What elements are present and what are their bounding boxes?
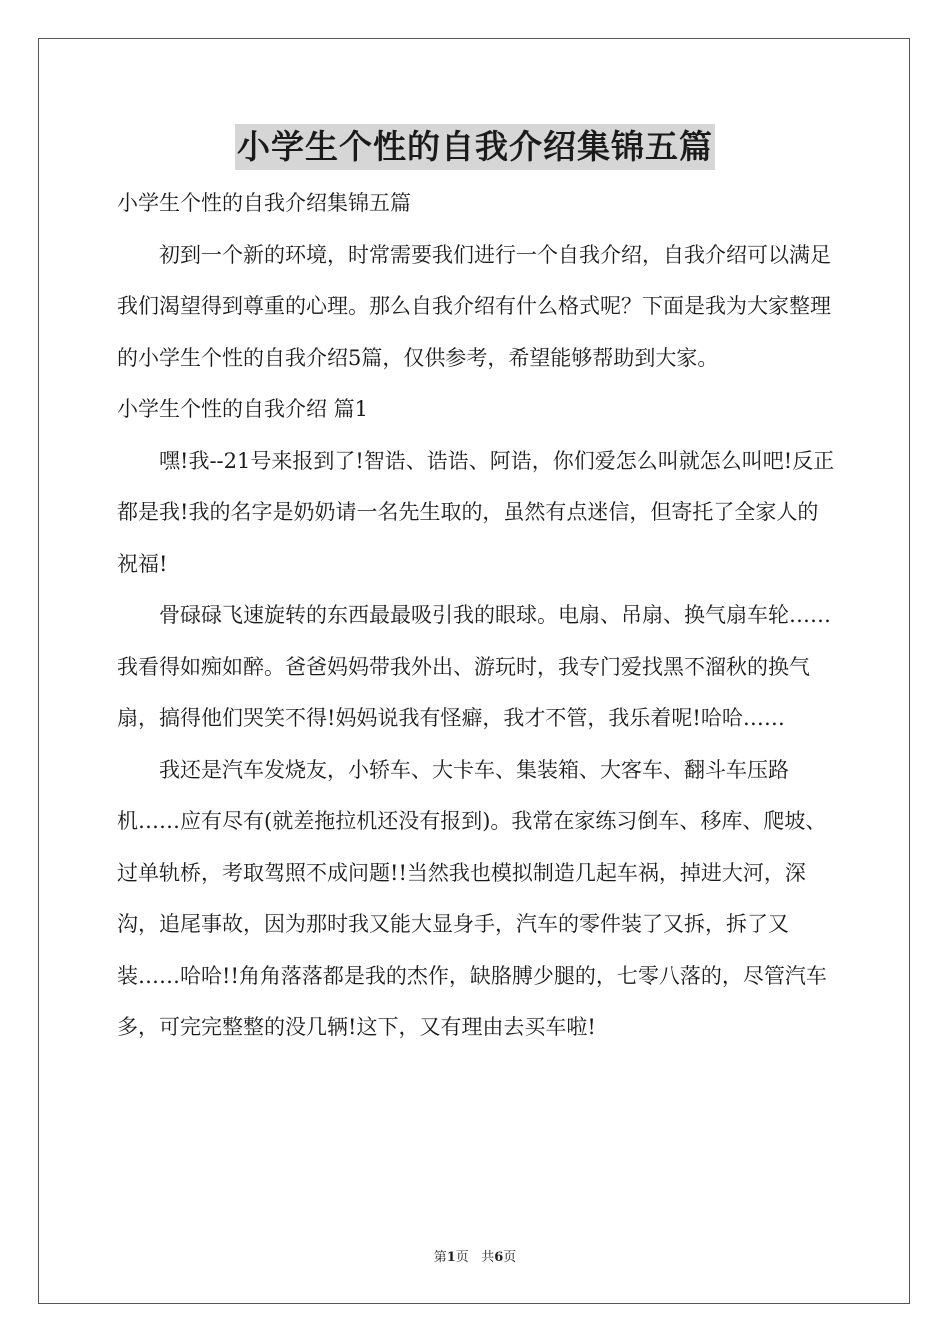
document-body [117, 178, 837, 1054]
page-total: 6 [494, 1250, 504, 1265]
body-paragraph: 嘿!我--21号来报到了!智诰、诰诰、阿诰，你们爱怎么叫就怎么叫吧!反正都是我!我的名字是奶奶请一名先生取的，虽然有点迷信，但寄托了全家人的祝福! [117, 448, 835, 576]
document-subtitle: 小学生个性的自我介绍集锦五篇 [117, 191, 411, 215]
section-heading: 小学生个性的自我介绍 篇1 [117, 397, 369, 421]
body-paragraph: 我还是汽车发烧友，小轿车、大卡车、集装箱、大客车、翻斗车压路机……应有尽有(就差拖拉机还没有报到)。我常在家练习倒车、移库、爬坡、过单轨桥，考取驾照不成问题!!当然我也模拟制造几起车祸，掉进大河，深沟，追尾事故，因为那时我又能大显身手，汽车的零件装了又拆，拆了又装……哈哈!!角角落落都是我的杰作，缺胳膊少腿的，七零八落的，尽管汽车多，可完完整整的没几辆!这下，又有理由去买车啦! [117, 757, 827, 1039]
page-current: 1 [446, 1250, 456, 1265]
body-paragraph: 骨碌碌飞速旋转的东西最最吸引我的眼球。电扇、吊扇、换气扇车轮……我看得如痴如醉。爸爸妈妈带我外出、游玩时，我专门爱找黑不溜秋的换气扇，搞得他们哭笑不得!妈妈说我有怪癖，我才不管，我乐着呢!哈哈…… [117, 603, 831, 730]
total-suffix: 页 [503, 1250, 517, 1265]
document-title: 小学生个性的自我介绍集锦五篇 [235, 124, 715, 170]
title-container [0, 124, 950, 170]
page-prefix: 第 [433, 1250, 447, 1265]
page-suffix: 页 [455, 1250, 469, 1265]
total-prefix: 共 [481, 1250, 495, 1265]
intro-paragraph: 初到一个新的环境，时常需要我们进行一个自我介绍，自我介绍可以满足我们渴望得到尊重的心理。那么自我介绍有什么格式呢？下面是我为大家整理的小学生个性的自我介绍5篇，仅供参考，希望能够帮助到大家。 [117, 242, 831, 370]
page-footer [0, 1246, 950, 1265]
